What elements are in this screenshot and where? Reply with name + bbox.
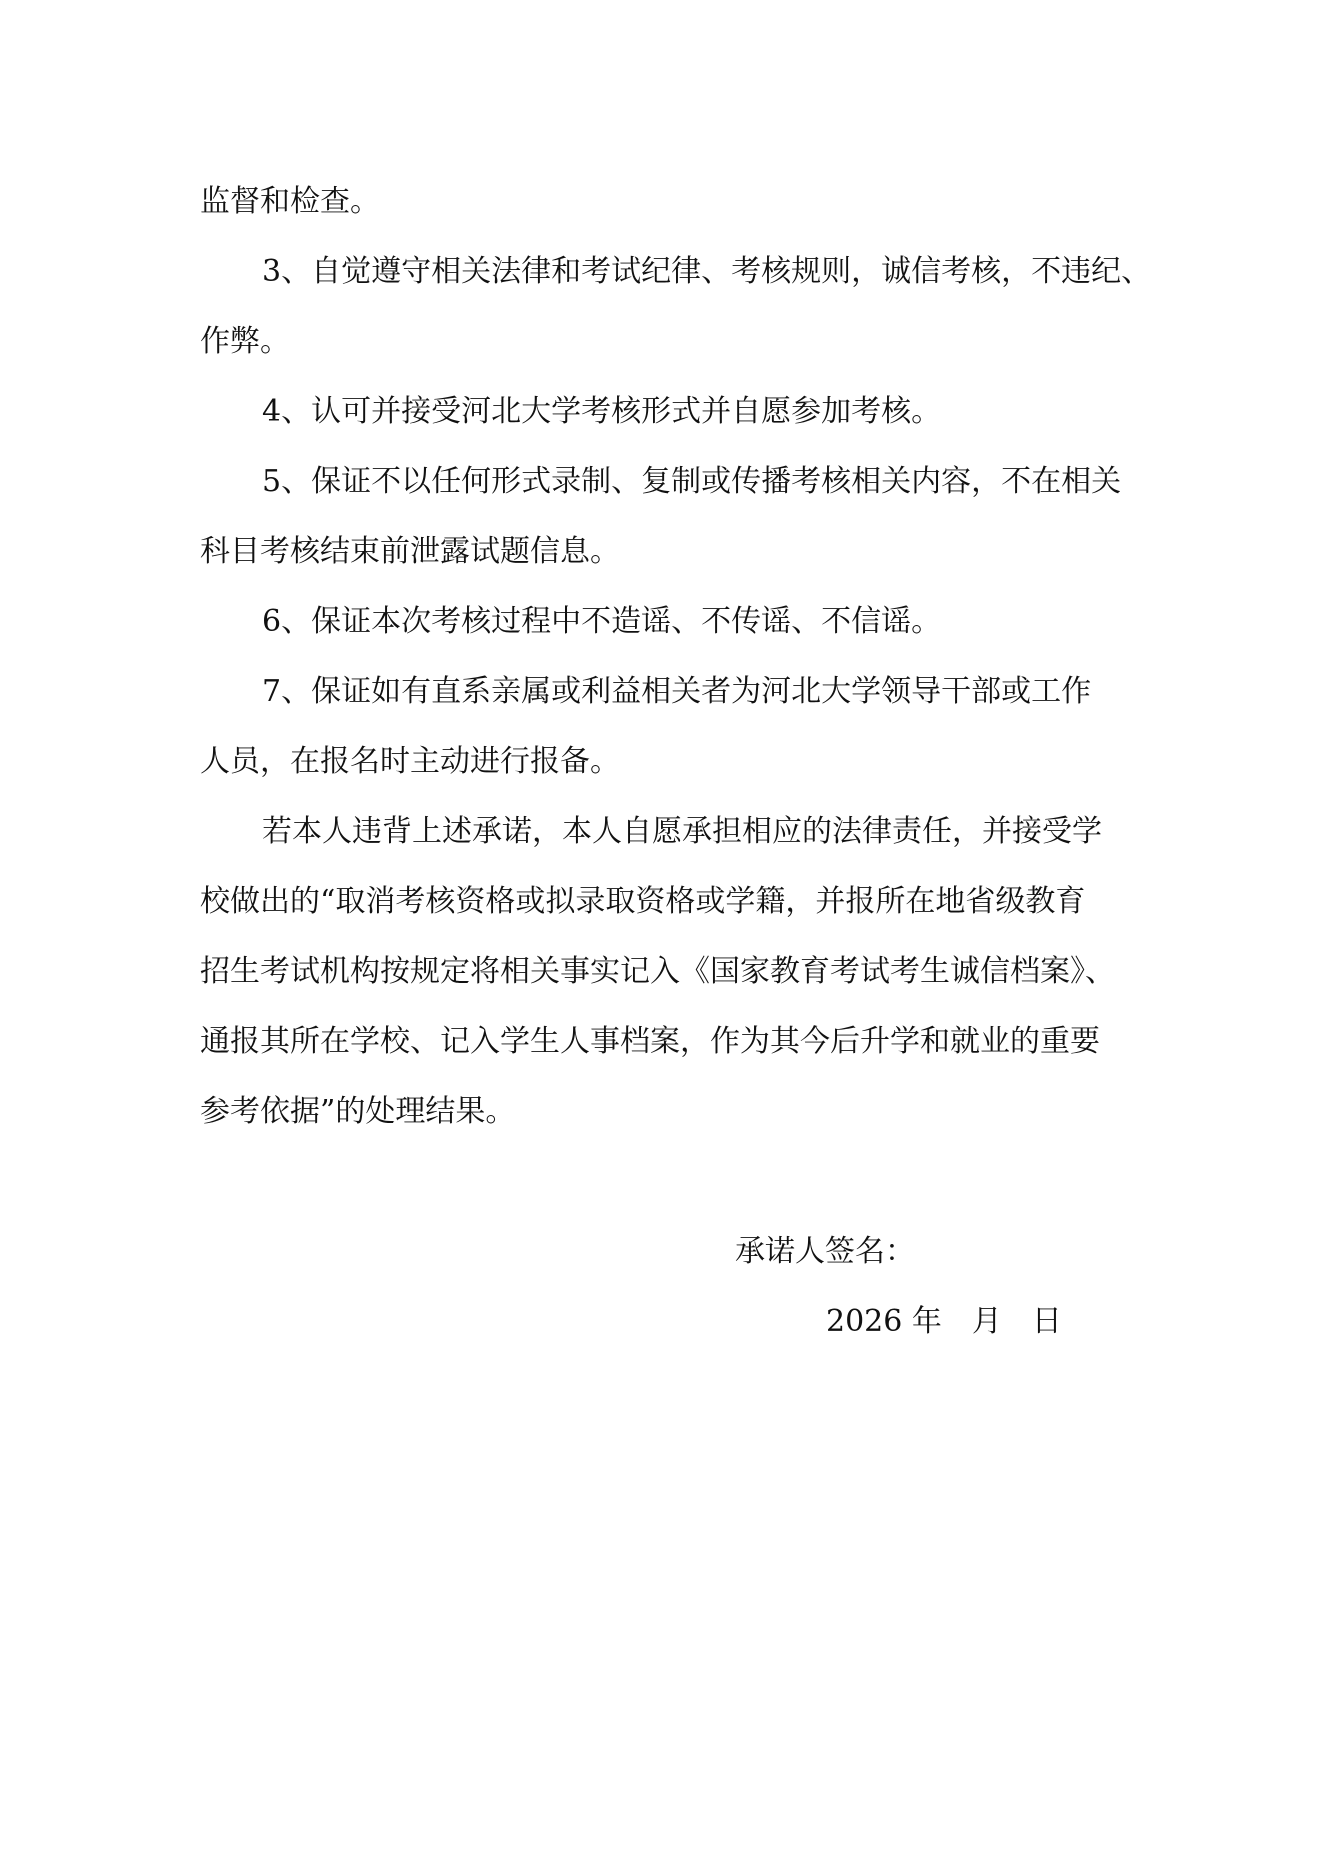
item-5-line-2: 科目考核结束前泄露试题信息。	[200, 534, 620, 569]
item-5-line-1: 5、保证不以任何形式录制、复制或传播考核相关内容，不在相关	[262, 464, 1122, 499]
signature-label: 承诺人签名：	[735, 1234, 915, 1269]
item-6-line: 6、保证本次考核过程中不造谣、不传谣、不信谣。	[262, 604, 942, 639]
consequence-line-5: 参考依据”的处理结果。	[200, 1094, 516, 1129]
consequence-line-1: 若本人违背上述承诺，本人自愿承担相应的法律责任，并接受学	[262, 814, 1102, 849]
item-3-line-1: 3、自觉遵守相关法律和考试纪律、考核规则，诚信考核，不违纪、	[262, 254, 1152, 289]
consequence-line-2: 校做出的“取消考核资格或拟录取资格或学籍，并报所在地省级教育	[200, 884, 1086, 919]
item-3-line-2: 作弊。	[200, 324, 290, 359]
item-7-line-1: 7、保证如有直系亲属或利益相关者为河北大学领导干部或工作	[262, 674, 1092, 709]
date-line: 2026 年 月 日	[826, 1304, 1062, 1339]
item-4-line: 4、认可并接受河北大学考核形式并自愿参加考核。	[262, 394, 942, 429]
consequence-line-4: 通报其所在学校、记入学生人事档案，作为其今后升学和就业的重要	[200, 1024, 1100, 1059]
item-7-line-2: 人员，在报名时主动进行报备。	[200, 744, 620, 779]
consequence-line-3: 招生考试机构按规定将相关事实记入《国家教育考试考生诚信档案》、	[200, 954, 1115, 989]
paragraph-line: 监督和检查。	[200, 184, 380, 219]
